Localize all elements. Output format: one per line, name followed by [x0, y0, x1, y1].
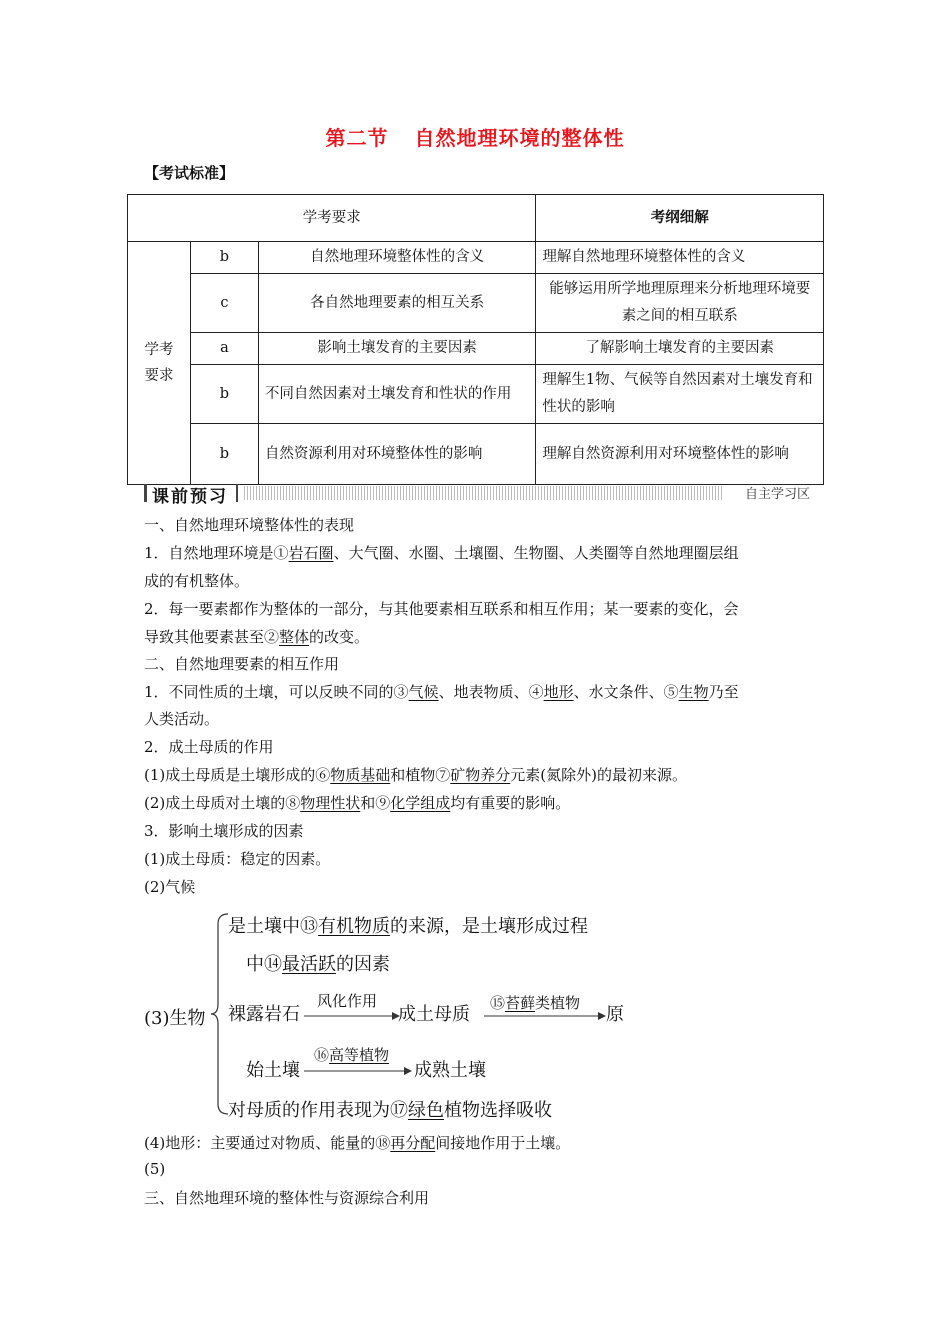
diagram-line-1: 是土壤中⑬有机物质的来源，是土壤形成过程: [228, 916, 588, 937]
diagram-line-3-start: 裸露岩石: [228, 1004, 300, 1025]
paragraph: 2．每一要素都作为整体的一部分，与其他要素相互联系和相互作用；某一要素的变化，会: [144, 600, 739, 618]
detail-cell: 理解生1物、气候等自然因素对土壤发育和性状的影响: [536, 365, 824, 424]
level-cell: b: [190, 242, 258, 274]
arrow-icon: [304, 1066, 412, 1076]
answer-blank: 地形: [543, 683, 574, 701]
paragraph: (2)成土母质对土壤的⑧物理性状和⑨化学组成均有重要的影响。: [144, 794, 571, 812]
page-title: [0, 122, 950, 151]
paragraph: (1)成土母质：稳定的因素。: [144, 850, 331, 868]
answer-blank: 最活跃: [282, 954, 336, 975]
answer-blank: 有机物质: [318, 916, 390, 937]
banner-hatch: [244, 486, 724, 500]
arrow-label: ⑯高等植物: [314, 1046, 390, 1064]
diagram-line-2: 中⑭最活跃的因素: [246, 954, 390, 975]
table-row: [128, 274, 824, 333]
paragraph: 2．成土母质的作用: [144, 738, 274, 756]
diagram-label: (3)生物: [144, 1008, 206, 1029]
answer-blank: 物理性状: [300, 794, 361, 812]
diagram-line-3-mid: 成土母质: [398, 1004, 470, 1025]
answer-blank: 矿物养分: [450, 766, 511, 784]
level-cell: c: [190, 274, 258, 333]
content-cell: 不同自然因素对土壤发育和性状的作用: [258, 365, 536, 424]
content-cell: 自然资源利用对环境整体性的影响: [258, 424, 536, 485]
heading-3: 三、自然地理环境的整体性与资源综合利用: [144, 1189, 430, 1207]
answer-blank: 整体: [279, 628, 310, 646]
answer-blank: 再分配: [390, 1134, 436, 1152]
group-label: 学考 要求: [128, 242, 191, 485]
answer-blank: 化学组成: [390, 794, 451, 812]
diagram-line-3-end: 原: [606, 1004, 624, 1025]
section-title: 自然地理环境的整体性: [414, 126, 625, 150]
answer-blank: 苔藓: [505, 994, 536, 1012]
paragraph: 3．影响土壤形成的因素: [144, 822, 304, 840]
arrow-icon: [304, 1011, 400, 1021]
heading-2: 二、自然地理要素的相互作用: [144, 655, 340, 673]
arrow-icon: [484, 1011, 606, 1021]
banner-bar: [236, 484, 238, 502]
detail-cell: 了解影响土壤发育的主要因素: [536, 333, 824, 365]
header-details: 考纲细解: [536, 195, 824, 242]
paragraph: 人类活动。: [144, 710, 220, 728]
level-cell: b: [190, 424, 258, 485]
table-row: [128, 365, 824, 424]
preview-banner: [144, 482, 816, 507]
table-row: [128, 333, 824, 365]
answer-blank: 高等植物: [329, 1046, 390, 1064]
detail-cell: 理解自然资源利用对环境整体性的影响: [536, 424, 824, 485]
paragraph: 1．自然地理环境是①岩石圈、大气圈、水圈、土壤圈、生物圈、人类圈等自然地理圈层组: [144, 544, 739, 562]
content-cell: 各自然地理要素的相互关系: [258, 274, 536, 333]
heading-1: 一、自然地理环境整体性的表现: [144, 516, 355, 534]
table-header-row: [128, 195, 824, 242]
answer-blank: 岩石圈: [288, 544, 334, 562]
table-row: [128, 242, 824, 274]
section-number: 第二节: [325, 126, 389, 150]
answer-blank: 生物: [678, 683, 709, 701]
paragraph: (2)气候: [144, 878, 196, 896]
content-cell: 影响土壤发育的主要因素: [258, 333, 536, 365]
arrow-label: ⑮苔藓类植物: [490, 994, 581, 1012]
diagram-line-5: 对母质的作用表现为⑰绿色植物选择吸收: [228, 1100, 552, 1121]
level-cell: b: [190, 365, 258, 424]
content-cell: 自然地理环境整体性的含义: [258, 242, 536, 274]
paragraph: 成的有机整体。: [144, 572, 250, 590]
header-requirements: 学考要求: [128, 195, 536, 242]
paragraph: 1．不同性质的土壤，可以反映不同的③气候、地表物质、④地形、水文条件、⑤生物乃至: [144, 683, 739, 701]
answer-blank: 绿色: [408, 1100, 444, 1121]
detail-cell: 能够运用所学地理原理来分析地理环境要素之间的相互联系: [536, 274, 824, 333]
diagram-line-4-start: 始土壤: [246, 1060, 300, 1081]
banner-zone-label: 自主学习区: [744, 487, 810, 502]
exam-standard-label: 【考试标准】: [144, 164, 235, 182]
paragraph: (1)成土母质是土壤形成的⑥物质基础和植物⑦矿物养分元素(氮除外)的最初来源。: [144, 766, 688, 784]
paragraph: 导致其他要素甚至②整体的改变。: [144, 628, 370, 646]
requirements-table: [127, 194, 824, 485]
biology-factor-diagram: [144, 908, 744, 1128]
paragraph: (4)地形：主要通过对物质、能量的⑱再分配间接地作用于土壤。: [144, 1134, 571, 1152]
detail-cell: 理解自然地理环境整体性的含义: [536, 242, 824, 274]
paragraph: (5): [144, 1160, 166, 1178]
arrow-label: 风化作用: [317, 992, 378, 1010]
table-row: [128, 424, 824, 485]
answer-blank: 物质基础: [330, 766, 391, 784]
answer-blank: 气候: [408, 683, 439, 701]
banner-label: 课前预习: [152, 487, 228, 507]
level-cell: a: [190, 333, 258, 365]
diagram-line-4-end: 成熟土壤: [414, 1060, 486, 1081]
banner-bar: [144, 484, 147, 502]
